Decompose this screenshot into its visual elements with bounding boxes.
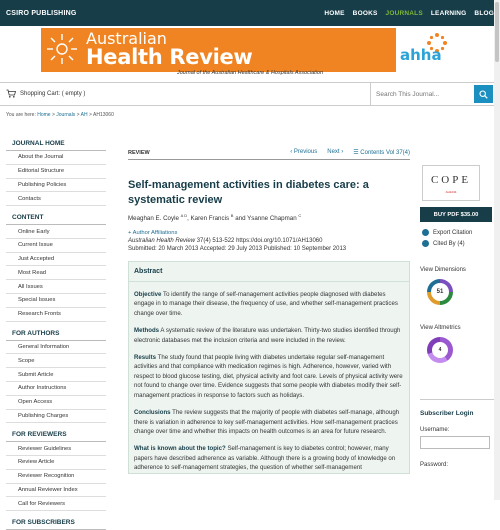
sidebar-item[interactable]: Publishing Charges (6, 410, 106, 424)
ahha-logo (396, 28, 456, 72)
journal-name: Australian Health Review (128, 237, 196, 244)
sidebar-heading[interactable]: JOURNAL HOME (6, 138, 106, 151)
sidebar-item[interactable]: Research Fronts (6, 308, 106, 322)
abstract-section-label: Conclusions (134, 409, 171, 417)
sidebar-item[interactable]: About the Journal (6, 151, 106, 165)
sidebar-item[interactable]: Most Read (6, 266, 106, 280)
journal-search-input[interactable] (376, 88, 471, 100)
sidebar-item[interactable]: Call for Reviewers (6, 497, 106, 511)
sidebar-item[interactable]: Current Issue (6, 239, 106, 253)
sidebar-item[interactable]: Author Instructions (6, 382, 106, 396)
nav-home[interactable]: HOME (324, 9, 345, 17)
sidebar-heading[interactable]: CONTENT (6, 212, 106, 225)
sidebar-heading[interactable]: FOR REVIEWERS (6, 429, 106, 442)
abstract-section-text: To identify the range of self-management activities people diagnosed with diabetes engage in to manage their disease, the frequency of use, and whether self-management practices change over time. (134, 290, 398, 317)
previous-label: Previous (293, 149, 318, 155)
search-button[interactable] (474, 85, 493, 103)
cited-by-link[interactable] (420, 240, 496, 247)
sidebar-item[interactable]: Editorial Structure (6, 165, 106, 179)
breadcrumb-link[interactable]: Home (37, 112, 51, 118)
sunburst-logo-icon (45, 32, 79, 66)
sidebar-item[interactable]: Scope (6, 354, 106, 368)
nav-books[interactable]: BOOKS (352, 9, 378, 17)
buy-pdf-button[interactable]: BUY PDF $35.00 (420, 207, 492, 222)
journal-banner[interactable] (41, 28, 456, 72)
sidebar-item[interactable]: Contacts (6, 192, 106, 206)
author-affil-mark: C (298, 212, 302, 218)
search-icon (479, 90, 488, 99)
cart-label: Shopping Cart: ( empty ) (20, 90, 86, 97)
next-label: Next (327, 149, 340, 155)
search-area (370, 83, 500, 106)
breadcrumb-current: AH13060 (93, 112, 114, 118)
journal-banner-area (0, 26, 500, 78)
journal-sidebar (6, 138, 106, 530)
sidebar-item[interactable]: Online Early (6, 225, 106, 239)
abstract-paragraph (129, 408, 409, 436)
abstract-panel (128, 261, 410, 474)
sidebar-heading[interactable]: FOR AUTHORS (6, 328, 106, 341)
nav-blog[interactable]: BLOG (474, 9, 494, 17)
subscriber-login (420, 399, 496, 468)
abstract-section-label: Methods (134, 327, 160, 335)
nav-journals[interactable]: JOURNALS (385, 9, 423, 17)
article-pager (290, 149, 410, 156)
scrollbar-thumb[interactable] (495, 2, 499, 62)
abstract-paragraph (129, 326, 409, 345)
username-field[interactable] (420, 436, 490, 449)
main-nav (324, 10, 494, 17)
author-link[interactable]: Karen Francis (190, 214, 230, 222)
sidebar-item[interactable]: General Information (6, 341, 106, 355)
ahha-logo-text: ahha (400, 46, 442, 64)
dimensions-count: 51 (431, 283, 449, 301)
login-heading: Subscriber Login (420, 410, 474, 417)
sidebar-item[interactable]: Submit Article (6, 368, 106, 382)
abstract-paragraph (129, 290, 409, 318)
article-title: Self-management activities in diabetes care: a systematic review (128, 179, 369, 206)
breadcrumb: You are here: Home > Journals > AH > AH13060 (6, 112, 114, 118)
author-affil-mark: A D (180, 212, 188, 218)
sidebar-item[interactable]: All Issues (6, 280, 106, 294)
cope-title: COPE (430, 174, 472, 186)
publication-dates: Submitted: 20 March 2013 Accepted: 29 July 2013 Published: 10 September 2013 (128, 245, 347, 252)
cope-badge[interactable] (422, 165, 480, 201)
cope-subtext: AH1234 (445, 190, 457, 194)
abstract-paragraph (129, 444, 409, 472)
abstract-section-text: The study found that people living with diabetes undertake regular self-management activities and that compliance with medication regimes is high. Adherence, however, varied with respect to blood glucose testing, diet, physical activity and foot care. Levels of physical activity were not found to change over time. Evidence suggests that some people with diabetes modify their self-management practices in response to factors such as holidays. (134, 353, 403, 399)
publisher-brand[interactable]: CSIRO PUBLISHING (6, 9, 77, 17)
abstract-section-text: The review suggests that the majority of people with diabetes self-manage, although there is variation in adherence to key self-management activities. How self-management practices change over time and whether this impacts on health outcomes is an area for future research. (134, 409, 400, 435)
abstract-section-label: What is known about the topic? (134, 445, 226, 453)
abstract-section-label: Objective (134, 290, 162, 298)
next-link[interactable]: Next › (327, 149, 344, 155)
abstract-section-text: A systematic review of the literature was undertaken. Thirty-two studies identified through electronic databases met the inclusion criteria and were included in the review. (134, 327, 401, 344)
page-scrollbar[interactable] (494, 0, 500, 500)
previous-link[interactable]: ‹ Previous (290, 149, 318, 155)
dimensions-title: View Dimensions (420, 267, 466, 273)
password-label: Password: (420, 462, 449, 468)
citation-line (128, 238, 410, 244)
abstract-heading: Abstract (129, 262, 409, 282)
nav-learning[interactable]: LEARNING (430, 9, 467, 17)
contents-link[interactable]: ☰ Contents Vol 37(4) (353, 150, 410, 156)
export-icon (422, 229, 429, 236)
sidebar-item[interactable]: Reviewer Recognition (6, 470, 106, 484)
abstract-section-text: Self-management is key to diabetes control; however, many papers have described adherence as variable. Although there is a growing body of knowledge on adherence to self-management strategies, the question of whether self-management (134, 445, 396, 472)
sidebar-item[interactable]: Open Access (6, 396, 106, 410)
dimensions-badge[interactable] (427, 279, 453, 305)
top-nav-bar (0, 0, 500, 26)
breadcrumb-link[interactable]: AH (80, 112, 88, 118)
export-citation-link[interactable] (420, 229, 496, 236)
sidebar-item[interactable]: Publishing Policies (6, 179, 106, 193)
article-main (128, 149, 410, 474)
author-affiliations-toggle[interactable]: + Author Affiliations (128, 229, 178, 236)
abstract-body (129, 290, 409, 473)
sidebar-heading[interactable]: FOR SUBSCRIBERS (6, 517, 106, 530)
cited-by-label: Cited By (4) (433, 240, 465, 247)
contents-label: Contents Vol 37(4) (360, 150, 410, 156)
banner-title-line2: Health Review (86, 45, 253, 69)
banner-title-line1: Australian (86, 29, 167, 48)
article-type: REVIEW (128, 149, 150, 156)
article-header (128, 149, 410, 160)
article-tools (420, 149, 496, 468)
altmetrics-title: View Altmetrics (420, 325, 461, 331)
sidebar-item[interactable]: Just Accepted (6, 253, 106, 267)
breadcrumb-link[interactable]: Journals (56, 112, 76, 118)
citation-details[interactable]: 37(4) 513-522 https://doi.org/10.1071/AH13060 (196, 237, 323, 244)
author-link[interactable]: Ysanne Chapman (247, 214, 297, 222)
username-label: Username: (420, 427, 450, 433)
utility-bar (0, 82, 500, 106)
author-link[interactable]: Meaghan E. Coyle (128, 214, 179, 222)
altmetric-score: 4 (432, 342, 448, 358)
sidebar-item[interactable]: Annual Reviewer Index (6, 484, 106, 498)
export-citation-label: Export Citation (433, 229, 473, 236)
abstract-section-label: Results (134, 353, 157, 361)
journal-subtitle: Journal of the Australian Healthcare & Hospitals Association (176, 70, 324, 76)
shopping-cart[interactable] (6, 89, 85, 98)
abstract-paragraph (129, 353, 409, 400)
sidebar-item[interactable]: Reviewer Guidelines (6, 442, 106, 456)
sidebar-item[interactable]: Special Issues (6, 294, 106, 308)
altmetric-badge[interactable] (427, 337, 453, 363)
cited-by-icon (422, 240, 429, 247)
sidebar-item[interactable]: Review Article (6, 456, 106, 470)
cart-icon (6, 89, 16, 98)
author-list: Meaghan E. Coyle $^{A D}$, Karen Francis $^B$ and Ysanne Chapman $^C$ (128, 212, 302, 222)
author-affil-mark: B (230, 212, 234, 218)
breadcrumb-prefix: You are here: (6, 112, 36, 118)
